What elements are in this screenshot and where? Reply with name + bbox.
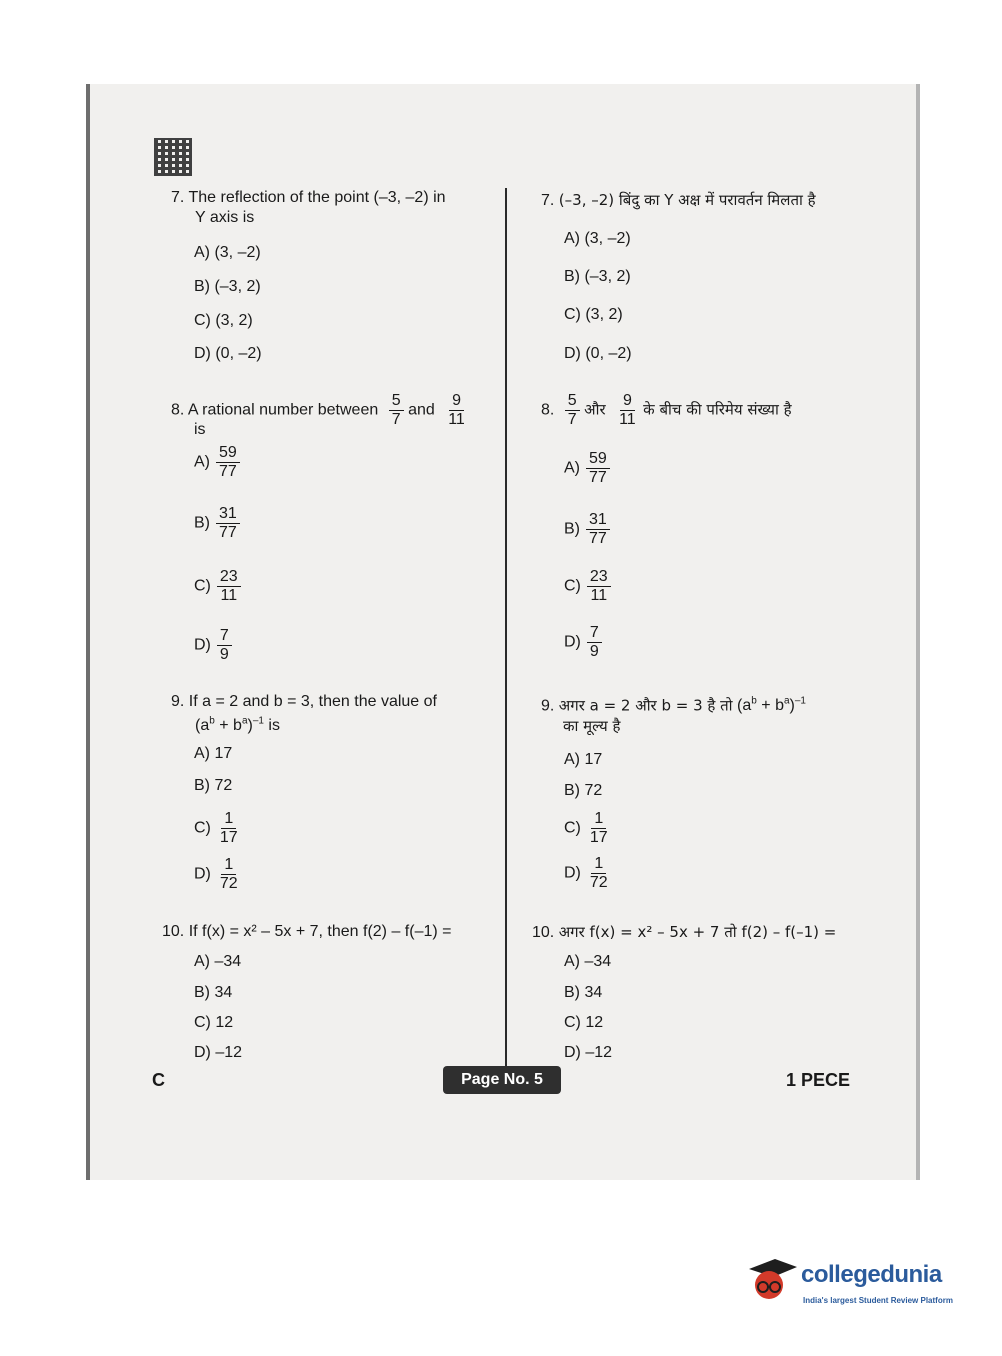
qr-code bbox=[154, 138, 192, 176]
question-number: 8. bbox=[171, 401, 185, 419]
question-text: (–3, –2) बिंदु का Y अक्ष में परावर्तन मिलता है bbox=[558, 191, 816, 209]
option-10b-hi[interactable]: B) 34 bbox=[564, 984, 603, 1001]
question-text: अगर f(x) = x² – 5x + 7 तो f(2) – f(–1) = bbox=[558, 923, 837, 941]
option-8c-en[interactable]: C) $\frac{23}{11}$ bbox=[194, 568, 241, 605]
option-8a-hi[interactable]: A) $\frac{59}{77}$ bbox=[564, 450, 610, 487]
question-number: 10. bbox=[162, 923, 185, 940]
question-text: The reflection of the point (–3, –2) in bbox=[188, 189, 446, 206]
option-8b-en[interactable]: B) $\frac{31}{77}$ bbox=[194, 505, 240, 542]
fraction: $\frac{9}{11}$ bbox=[619, 392, 636, 428]
option-10d-en[interactable]: D) –12 bbox=[194, 1044, 243, 1061]
brand-name: collegedunia bbox=[801, 1261, 942, 1288]
question-text: का मूल्य है bbox=[563, 717, 621, 736]
option-8d-hi[interactable]: D) $\frac{7}{9}$ bbox=[564, 624, 602, 661]
question-text: If f(x) = x² – 5x + 7, then f(2) – f(–1) = bbox=[188, 923, 452, 940]
option-8a-en[interactable]: A) $\frac{59}{77}$ bbox=[194, 444, 240, 481]
option-10b-en[interactable]: B) 34 bbox=[194, 984, 233, 1001]
question-text: Y axis is bbox=[195, 209, 255, 226]
option-7b-hi[interactable]: B) (–3, 2) bbox=[564, 268, 631, 285]
math-expression: $(a^b + b^a)^{-1}$ is bbox=[195, 716, 280, 735]
option-9b-hi[interactable]: B) 72 bbox=[564, 782, 603, 799]
option-8d-en[interactable]: D) $\frac{7}{9}$ bbox=[194, 627, 232, 664]
fraction: $\frac{5}{7}$ bbox=[565, 392, 580, 429]
question-number: 8. bbox=[541, 401, 555, 419]
question-7-hi bbox=[541, 190, 841, 211]
page-number-badge: Page No. 5 bbox=[443, 1066, 561, 1094]
question-number: 7. bbox=[171, 189, 185, 206]
option-7b-en[interactable]: B) (–3, 2) bbox=[194, 278, 261, 295]
option-7a-en[interactable]: A) (3, –2) bbox=[194, 244, 261, 261]
option-8c-hi[interactable]: C) $\frac{23}{11}$ bbox=[564, 568, 611, 605]
option-8b-hi[interactable]: B) $\frac{31}{77}$ bbox=[564, 511, 610, 548]
fraction: $\frac{5}{7}$ bbox=[389, 392, 404, 429]
question-number: 10. bbox=[532, 924, 555, 941]
paper-series: C bbox=[152, 1070, 165, 1090]
option-9d-hi[interactable]: D) $\frac{1}{72}$ bbox=[564, 855, 608, 891]
question-8-hi: 8. $\frac{5}{7}$ और $\frac{9}{11}$ के बीच की परिमेय संख्या है bbox=[541, 392, 792, 428]
question-9-en bbox=[171, 692, 491, 736]
brand-tagline: India's largest Student Review Platform bbox=[803, 1296, 953, 1305]
question-number: 7. bbox=[541, 192, 555, 209]
option-9c-en[interactable]: C) $\frac{1}{17}$ bbox=[194, 810, 238, 846]
option-10a-en[interactable]: A) –34 bbox=[194, 953, 242, 970]
option-9b-en[interactable]: B) 72 bbox=[194, 777, 233, 794]
option-7a-hi[interactable]: A) (3, –2) bbox=[564, 230, 631, 247]
question-number: 9. bbox=[541, 697, 555, 715]
question-text: अगर a = 2 और b = 3 है तो bbox=[558, 696, 733, 715]
option-7d-hi[interactable]: D) (0, –2) bbox=[564, 345, 632, 362]
option-10c-en[interactable]: C) 12 bbox=[194, 1014, 234, 1031]
paper-code: 1 PECE bbox=[786, 1070, 851, 1090]
question-10-en bbox=[162, 922, 497, 942]
option-7d-en[interactable]: D) (0, –2) bbox=[194, 345, 262, 362]
question-text: is bbox=[194, 421, 206, 438]
math-expression: $(a^b + b^a)^{-1}$ bbox=[737, 696, 806, 715]
question-text: If a = 2 and b = 3, then the value of bbox=[188, 693, 437, 710]
question-text: A rational number between bbox=[187, 401, 379, 419]
question-8-en: 8. A rational number between $\frac{5}{7}$ and $\frac{9}{11}$ bbox=[171, 392, 501, 429]
option-9c-hi[interactable]: C) $\frac{1}{17}$ bbox=[564, 810, 608, 846]
option-10c-hi[interactable]: C) 12 bbox=[564, 1014, 604, 1031]
option-7c-hi[interactable]: C) (3, 2) bbox=[564, 306, 623, 323]
option-9d-en[interactable]: D) $\frac{1}{72}$ bbox=[194, 856, 238, 892]
collegedunia-logo bbox=[745, 1255, 970, 1315]
option-7c-en[interactable]: C) (3, 2) bbox=[194, 312, 253, 329]
option-9a-en[interactable]: A) 17 bbox=[194, 745, 233, 762]
question-7-en bbox=[171, 188, 491, 228]
mascot-icon bbox=[745, 1255, 797, 1307]
question-9-hi bbox=[541, 692, 841, 737]
question-number: 9. bbox=[171, 693, 185, 710]
column-divider bbox=[505, 188, 507, 1073]
option-10d-hi[interactable]: D) –12 bbox=[564, 1044, 613, 1061]
question-text: के बीच की परिमेय संख्या है bbox=[643, 400, 792, 419]
option-9a-hi[interactable]: A) 17 bbox=[564, 751, 603, 768]
question-10-hi bbox=[532, 922, 842, 943]
fraction: $\frac{9}{11}$ bbox=[448, 392, 465, 428]
option-10a-hi[interactable]: A) –34 bbox=[564, 953, 612, 970]
